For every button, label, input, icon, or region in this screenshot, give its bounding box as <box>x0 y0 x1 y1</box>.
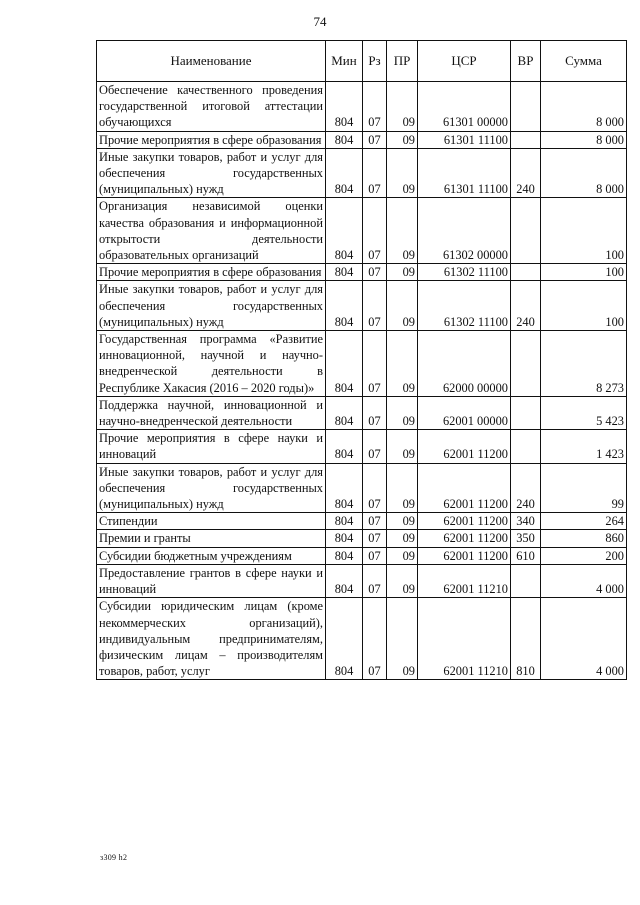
table-row <box>97 82 627 132</box>
row-min: 804 <box>326 148 363 198</box>
row-min: 804 <box>326 430 363 463</box>
table-row <box>97 198 627 264</box>
row-vr: 810 <box>511 598 541 680</box>
row-vr <box>511 564 541 597</box>
row-sum: 100 <box>541 198 627 264</box>
row-rz: 07 <box>363 281 387 331</box>
row-name: Иные закупки товаров, работ и услуг для обеспечения государственных (муниципальных) нужд <box>97 281 326 331</box>
row-sum: 4 000 <box>541 598 627 680</box>
row-vr: 350 <box>511 530 541 547</box>
row-rz: 07 <box>363 463 387 513</box>
row-vr <box>511 131 541 148</box>
table-row <box>97 396 627 429</box>
row-min: 804 <box>326 598 363 680</box>
table-row <box>97 331 627 397</box>
row-vr <box>511 198 541 264</box>
row-sum: 8 273 <box>541 331 627 397</box>
row-name: Премии и гранты <box>97 530 326 547</box>
row-csr: 62001 11200 <box>418 530 511 547</box>
row-rz: 07 <box>363 264 387 281</box>
row-min: 804 <box>326 131 363 148</box>
row-name: Обеспечение качественного проведения государственной итоговой аттестации обучающихся <box>97 82 326 132</box>
row-sum: 860 <box>541 530 627 547</box>
header-min: Мин <box>326 41 363 82</box>
row-min: 804 <box>326 281 363 331</box>
row-csr: 62000 00000 <box>418 331 511 397</box>
row-vr: 610 <box>511 547 541 564</box>
row-sum: 264 <box>541 513 627 530</box>
table-row <box>97 430 627 463</box>
table-row <box>97 264 627 281</box>
row-csr: 61302 00000 <box>418 198 511 264</box>
row-vr: 240 <box>511 148 541 198</box>
row-pr: 09 <box>387 131 418 148</box>
row-rz: 07 <box>363 131 387 148</box>
row-pr: 09 <box>387 598 418 680</box>
row-csr: 62001 11210 <box>418 564 511 597</box>
row-rz: 07 <box>363 331 387 397</box>
row-pr: 09 <box>387 264 418 281</box>
row-pr: 09 <box>387 281 418 331</box>
table-row <box>97 463 627 513</box>
row-pr: 09 <box>387 430 418 463</box>
row-sum: 8 000 <box>541 148 627 198</box>
row-csr: 61302 11100 <box>418 281 511 331</box>
row-min: 804 <box>326 331 363 397</box>
row-csr: 62001 11200 <box>418 463 511 513</box>
row-rz: 07 <box>363 430 387 463</box>
table-row <box>97 598 627 680</box>
table-row <box>97 513 627 530</box>
row-rz: 07 <box>363 396 387 429</box>
row-sum: 8 000 <box>541 131 627 148</box>
row-pr: 09 <box>387 547 418 564</box>
header-csr: ЦСР <box>418 41 511 82</box>
row-pr: 09 <box>387 513 418 530</box>
row-sum: 100 <box>541 281 627 331</box>
row-vr <box>511 430 541 463</box>
row-name: Иные закупки товаров, работ и услуг для обеспечения государственных (муниципальных) нужд <box>97 463 326 513</box>
row-csr: 62001 11200 <box>418 513 511 530</box>
row-name: Прочие мероприятия в сфере науки и инноваций <box>97 430 326 463</box>
row-vr: 240 <box>511 281 541 331</box>
row-csr: 62001 11200 <box>418 547 511 564</box>
header-rz: Рз <box>363 41 387 82</box>
row-csr: 62001 11210 <box>418 598 511 680</box>
row-name: Предоставление грантов в сфере науки и инноваций <box>97 564 326 597</box>
row-sum: 100 <box>541 264 627 281</box>
row-name: Прочие мероприятия в сфере образования <box>97 131 326 148</box>
row-min: 804 <box>326 198 363 264</box>
table-row <box>97 564 627 597</box>
row-sum: 200 <box>541 547 627 564</box>
row-name: Стипендии <box>97 513 326 530</box>
header-vr: ВР <box>511 41 541 82</box>
row-pr: 09 <box>387 198 418 264</box>
row-rz: 07 <box>363 198 387 264</box>
row-csr: 62001 00000 <box>418 396 511 429</box>
row-rz: 07 <box>363 564 387 597</box>
row-vr: 340 <box>511 513 541 530</box>
row-csr: 61301 11100 <box>418 131 511 148</box>
row-vr: 240 <box>511 463 541 513</box>
row-min: 804 <box>326 82 363 132</box>
row-min: 804 <box>326 396 363 429</box>
page-number: 74 <box>313 14 327 29</box>
row-vr <box>511 331 541 397</box>
row-name: Субсидии бюджетным учреждениям <box>97 547 326 564</box>
row-min: 804 <box>326 564 363 597</box>
row-vr <box>511 396 541 429</box>
row-name: Государственная программа «Развитие инновационной, научной и научно-внедренческой деятельности в Республике Хакасия (2016 – 2020 годы)» <box>97 331 326 397</box>
row-min: 804 <box>326 530 363 547</box>
row-csr: 62001 11200 <box>418 430 511 463</box>
table-row <box>97 131 627 148</box>
row-csr: 61302 11100 <box>418 264 511 281</box>
header-sum: Сумма <box>541 41 627 82</box>
row-pr: 09 <box>387 396 418 429</box>
footer-code: з309 h2 <box>100 853 128 862</box>
table-row <box>97 530 627 547</box>
row-pr: 09 <box>387 564 418 597</box>
row-sum: 8 000 <box>541 82 627 132</box>
row-rz: 07 <box>363 598 387 680</box>
row-name: Субсидии юридическим лицам (кроме некоммерческих организаций), индивидуальным предпринимателям, физическим лицам – производителям товаров, работ, услуг <box>97 598 326 680</box>
header-pr: ПР <box>387 41 418 82</box>
row-pr: 09 <box>387 331 418 397</box>
row-csr: 61301 00000 <box>418 82 511 132</box>
row-rz: 07 <box>363 82 387 132</box>
row-csr: 61301 11100 <box>418 148 511 198</box>
row-sum: 1 423 <box>541 430 627 463</box>
row-pr: 09 <box>387 530 418 547</box>
row-name: Поддержка научной, инновационной и научно-внедренческой деятельности <box>97 396 326 429</box>
row-rz: 07 <box>363 148 387 198</box>
row-sum: 5 423 <box>541 396 627 429</box>
row-pr: 09 <box>387 463 418 513</box>
row-min: 804 <box>326 513 363 530</box>
header-name: Наименование <box>97 41 326 82</box>
row-vr <box>511 82 541 132</box>
table-header-row <box>97 41 627 82</box>
row-rz: 07 <box>363 547 387 564</box>
row-rz: 07 <box>363 513 387 530</box>
table-row <box>97 547 627 564</box>
row-min: 804 <box>326 463 363 513</box>
budget-table <box>96 40 627 680</box>
row-name: Организация независимой оценки качества образования и информационной открытости деятельности образовательных организаций <box>97 198 326 264</box>
table-row <box>97 281 627 331</box>
row-sum: 99 <box>541 463 627 513</box>
row-name: Иные закупки товаров, работ и услуг для обеспечения государственных (муниципальных) нужд <box>97 148 326 198</box>
row-rz: 07 <box>363 530 387 547</box>
row-pr: 09 <box>387 82 418 132</box>
row-min: 804 <box>326 264 363 281</box>
row-name: Прочие мероприятия в сфере образования <box>97 264 326 281</box>
row-pr: 09 <box>387 148 418 198</box>
row-vr <box>511 264 541 281</box>
row-min: 804 <box>326 547 363 564</box>
table-row <box>97 148 627 198</box>
row-sum: 4 000 <box>541 564 627 597</box>
